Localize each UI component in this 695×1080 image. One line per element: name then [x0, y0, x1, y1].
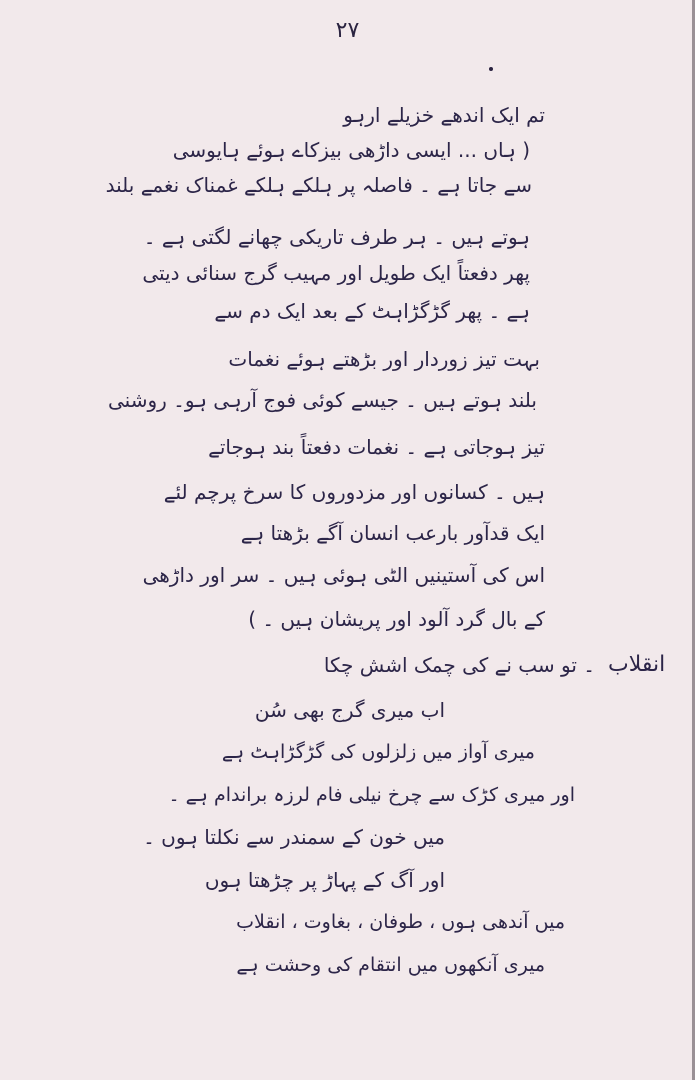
stage-line-9: تیز ہوجاتی ہے ۔ نغمات دفعتاً بند ہوجاتے — [208, 435, 545, 459]
dialogue-line-3: میری آواز میں زلزلوں کی گڑگڑاہٹ ہے — [221, 741, 535, 763]
dialogue-line-2: اب میری گرج بھی سُن — [254, 698, 445, 722]
stage-line-12: اس کی آستینیں الٹی ہوئی ہیں ۔ سر اور داڑھی — [142, 563, 545, 587]
dialogue-line-4: اور میری کڑک سے چرخ نیلی فام لرزہ براندام ہے ۔ — [168, 784, 575, 806]
stage-line-10: ہیں ۔ کسانوں اور مزدوروں کا سرخ پرچم لئے — [163, 480, 545, 504]
dialogue-line-5: میں خون کے سمندر سے نکلتا ہوں ۔ — [143, 825, 445, 849]
stage-line-7: بہت تیز زوردار اور بڑھتے ہوئے نغمات — [228, 347, 540, 371]
stage-line-11: ایک قدآور بارعب انسان آگے بڑھتا ہے — [240, 521, 545, 545]
stage-line-3: سے جاتا ہے ۔ فاصلہ پر ہلکے ہلکے غمناک نغمے بلند — [105, 173, 532, 197]
dialogue-line-6: اور آگ کے پہاڑ پر چڑھتا ہوں — [204, 868, 445, 892]
stage-line-8: بلند ہوتے ہیں ۔ جیسے کوئی فوج آرہی ہو۔ روشنی — [108, 388, 537, 412]
dialogue-line-8: میری آنکھوں میں انتقام کی وحشت ہے — [236, 954, 545, 976]
dialogue-line-1: ۔ تو سب نے کی چمک اشش چکا — [323, 653, 595, 677]
page-number: ۲۷ — [335, 18, 360, 43]
stage-line-4: ہوتے ہیں ۔ ہر طرف تاریکی چھانے لگتی ہے ۔ — [143, 225, 530, 249]
stage-line-6: ہے ۔ پھر گڑگڑاہٹ کے بعد ایک دم سے — [214, 299, 530, 323]
stage-line-13: کے بال گرد آلود اور پریشان ہیں ۔ ) — [248, 607, 545, 631]
stage-line-2: ( ہاں ... ایسی داڑھی بیزکاے ہوئے ہایوسی — [172, 138, 530, 162]
stage-line-5: پھر دفعتاً ایک طویل اور مہیب گرج سنائی دیتی — [142, 261, 530, 285]
stage-line-1: تم ایک اندھے خزیلے ارہو — [343, 103, 545, 127]
dialogue-line-7: میں آندھی ہوں ، طوفان ، بغاوت ، انقلاب — [236, 911, 565, 933]
speaker-name: انقلاب — [608, 652, 666, 677]
